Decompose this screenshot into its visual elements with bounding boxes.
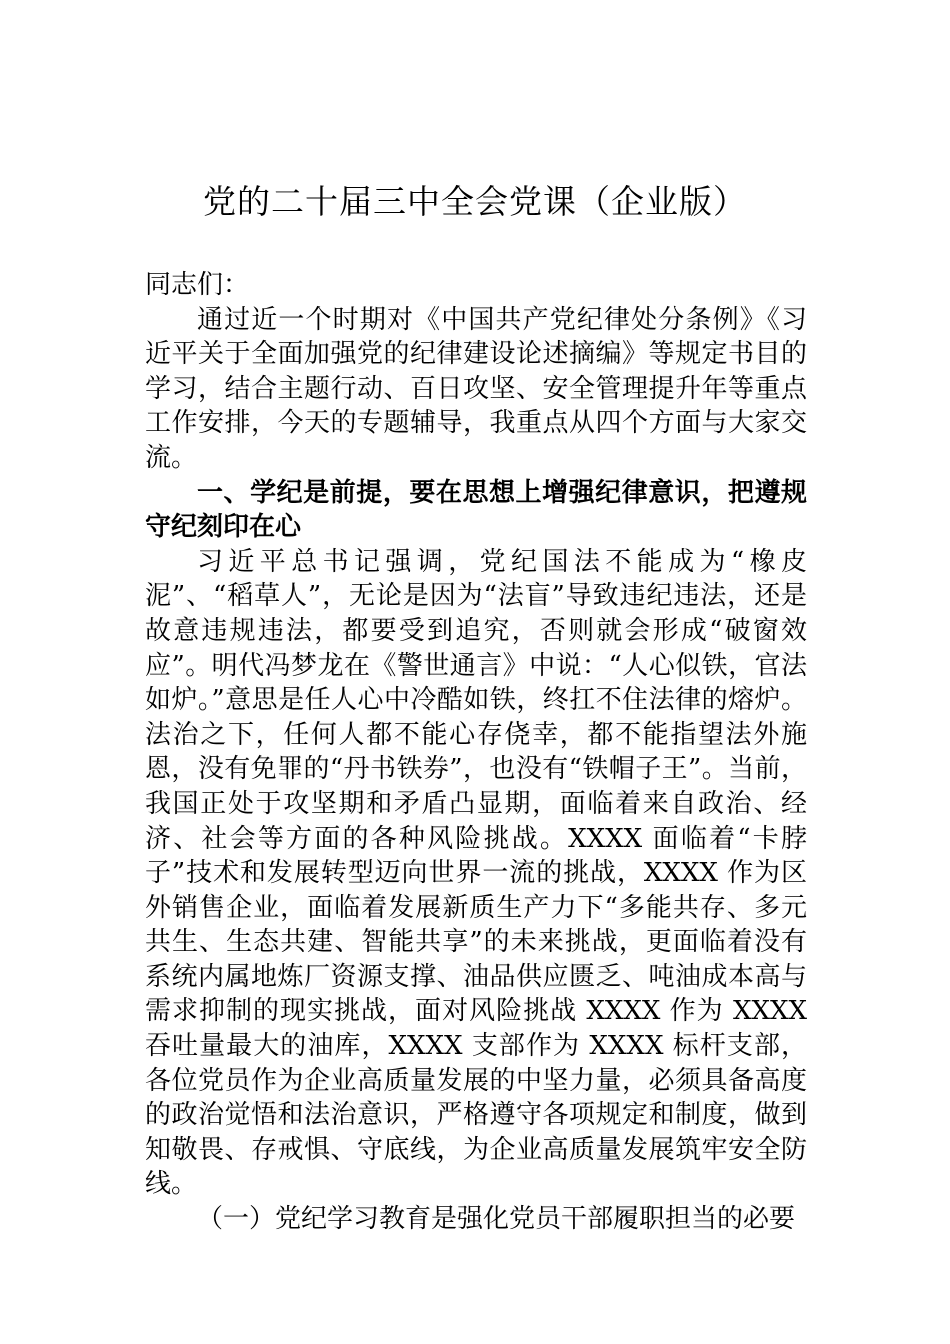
section-1-paragraph: 习近平总书记强调，党纪国法不能成为“橡皮泥”、“稻草人”，无论是因为“法盲”导致违纪违法，还是故意违规违法，都要受到追究，否则就会形成“破窗效应”。明代冯梦龙在《警世通言》中说：“人心似铁，官法如炉。”意思是任人心中冷酷如铁，终扛不住法律的熔炉。法治之下，任何人都不能心存侥幸，都不能指望法外施恩，没有免罪的“丹书铁券”，也没有“铁帽子王”。当前，我国正处于攻坚期和矛盾凸显期，面临着来自政治、经济、社会等方面的各种风险挑战。XXXX 面临着“卡脖子”技术和发展转型迈向世界一流的挑战，XXXX 作为区外销售企业，面临着发展新质生产力下“多能共存、多元共生、生态共建、智能共享”的未来挑战，更面临着没有系统内属地炼厂资源支撑、油品供应匮乏、吨油成本高与需求抑制的现实挑战，面对风险挑战 XXXX 作为 XXXX 吞吐量最大的油库，XXXX 支部作为 XXXX 标杆支部，各位党员作为企业高质量发展的中坚力量，必须具备高度的政治觉悟和法治意识，严格遵守各项规定和制度，做到知敬畏、存戒惧、守底线，为企业高质量发展筑牢安全防线。: [145, 546, 807, 1200]
subsection-1-heading: （一）党纪学习教育是强化党员干部履职担当的必要: [197, 1204, 796, 1235]
intro-paragraph: 通过近一个时期对《中国共产党纪律处分条例》《习近平关于全面加强党的纪律建设论述摘编》等规定书目的学习，结合主题行动、百日攻坚、安全管理提升年等重点工作安排，今天的专题辅导，我重点从四个方面与大家交流。: [145, 304, 807, 473]
document-title: 党的二十届三中全会党课（企业版）: [203, 182, 747, 221]
section-1-heading: 一、学纪是前提，要在思想上增强纪律意识，把遵规守纪刻印在心: [145, 477, 807, 543]
salutation: 同志们：: [145, 270, 250, 300]
document-body: [145, 268, 807, 1237]
